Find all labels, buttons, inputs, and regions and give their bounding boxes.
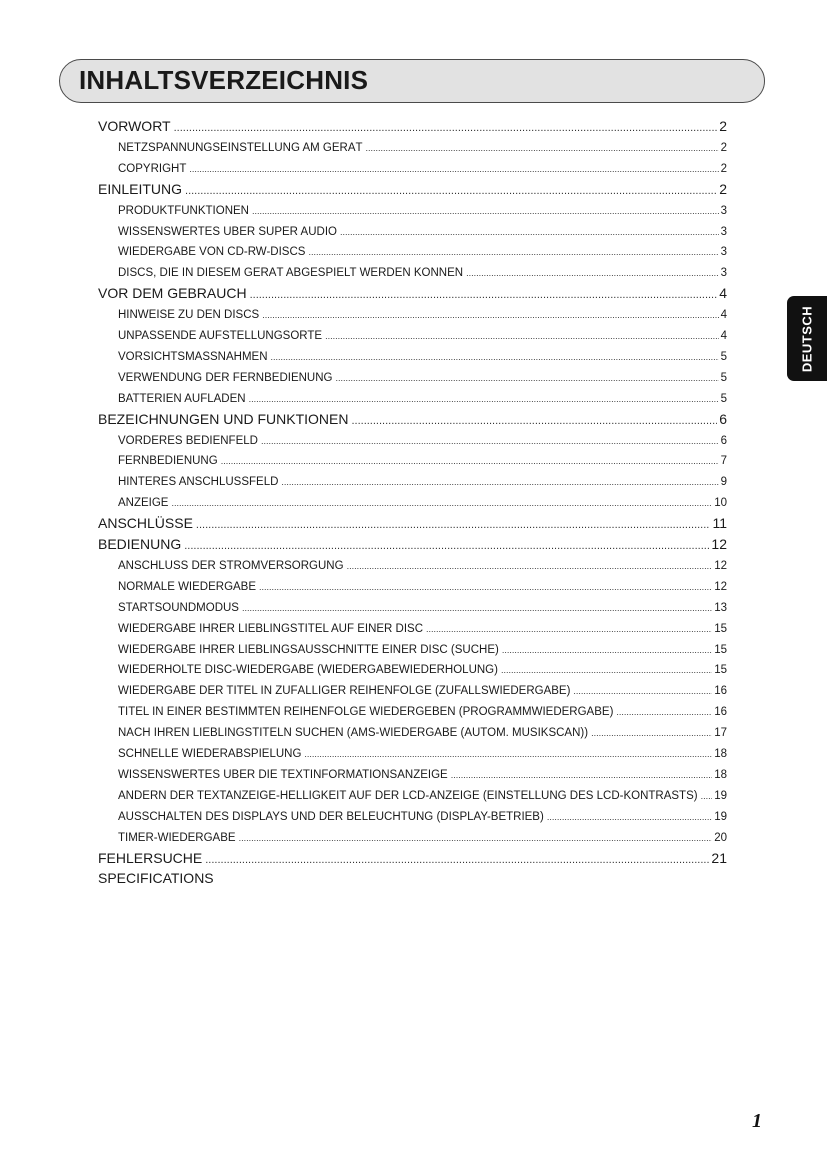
toc-dot-leader bbox=[242, 603, 712, 613]
toc-entry-page: 4 bbox=[720, 330, 727, 342]
toc-section-entry bbox=[118, 142, 727, 154]
toc-entry-title: VERWENDUNG DER FERNBEDIENUNG bbox=[118, 371, 333, 384]
toc-entry-title: FERNBEDIENUNG bbox=[118, 455, 218, 468]
toc-section-entry bbox=[118, 664, 727, 676]
toc-entry-page: 5 bbox=[720, 350, 727, 363]
toc-entry-title: VORDERES BEDIENFELD bbox=[118, 434, 258, 447]
toc-chapter-entry bbox=[98, 285, 727, 301]
toc-section-entry bbox=[118, 393, 727, 405]
page-number: 1 bbox=[752, 1110, 762, 1132]
toc-section-entry bbox=[118, 476, 727, 488]
language-tab bbox=[787, 296, 827, 381]
toc-entry-page: 2 bbox=[720, 162, 727, 175]
toc-dot-leader bbox=[184, 540, 709, 552]
toc-entry-title: AUSSCHALTEN DES DISPLAYS UND DER BELEUCHTUNG (DISPLAY-BETRIEB) bbox=[118, 810, 544, 823]
toc-entry-title: WIEDERHOLTE DISC-WIEDERGABE (WIEDERGABEWIEDERHOLUNG) bbox=[118, 664, 498, 677]
toc-entry-page: 12 bbox=[711, 536, 727, 552]
toc-entry-title: NORMALE WIEDERGABE bbox=[118, 580, 257, 593]
toc-entry-title: HINWEISE ZU DEN DISCS bbox=[118, 309, 260, 322]
toc-section-entry bbox=[118, 769, 727, 781]
toc-entry-page: 21 bbox=[711, 849, 727, 866]
toc-entry-title: BATTERIEN AUFLADEN bbox=[118, 392, 246, 405]
toc-dot-leader bbox=[171, 498, 712, 508]
toc-entry-title: COPYRIGHT bbox=[118, 162, 187, 175]
toc-chapter-entry bbox=[98, 536, 727, 552]
toc-dot-leader bbox=[466, 268, 719, 278]
toc-section-entry bbox=[118, 309, 727, 321]
toc-dot-leader bbox=[573, 686, 712, 696]
toc-entry-page: 20 bbox=[714, 831, 727, 844]
toc-dot-leader bbox=[239, 833, 713, 843]
toc-entry-page: 2 bbox=[720, 141, 727, 154]
toc-entry-title: DISCS, DIE IN DIESEM GERÄT ABGESPIELT WERDEN KÖNNEN bbox=[118, 267, 464, 280]
toc-dot-leader bbox=[616, 707, 712, 717]
toc-section-entry bbox=[118, 435, 727, 447]
toc-dot-leader bbox=[451, 770, 712, 780]
toc-dot-leader bbox=[366, 143, 719, 153]
toc-dot-leader bbox=[426, 624, 712, 634]
toc-section-entry bbox=[118, 163, 727, 175]
toc-dot-leader bbox=[259, 582, 712, 592]
toc-chapter-entry bbox=[98, 870, 727, 886]
toc-dot-leader bbox=[249, 394, 719, 404]
toc-dot-leader bbox=[252, 206, 719, 216]
toc-section-entry bbox=[118, 497, 727, 509]
toc-entry-title: VORSICHTSMASSNAHMEN bbox=[118, 350, 268, 363]
toc-dot-leader bbox=[325, 331, 719, 341]
toc-entry-title: WIEDERGABE IHRER LIEBLINGSAUSSCHNITTE EINER DISC (SUCHE) bbox=[118, 643, 499, 656]
toc-section-entry bbox=[118, 560, 727, 572]
toc-dot-leader bbox=[196, 519, 711, 531]
toc-dot-leader bbox=[281, 477, 718, 487]
toc-entry-page: 13 bbox=[714, 601, 727, 614]
toc-entry-page: 3 bbox=[720, 225, 727, 238]
toc-dot-leader bbox=[591, 728, 712, 738]
toc-dot-leader bbox=[185, 185, 717, 197]
toc-dot-leader bbox=[501, 665, 712, 675]
language-tab-label: DEUTSCH bbox=[799, 305, 815, 372]
toc-entry-title: VORWORT bbox=[98, 118, 171, 134]
toc-entry-title: WIEDERGABE DER TITEL IN ZUFÄLLIGER REIHENFOLGE (ZUFALLSWIEDERGABE) bbox=[118, 685, 571, 698]
toc-entry-title: UNPASSENDE AUFSTELLUNGSORTE bbox=[118, 330, 323, 342]
page-title: INHALTSVERZEICHNIS bbox=[79, 65, 369, 95]
toc-section-entry bbox=[118, 267, 727, 279]
toc-dot-leader bbox=[347, 561, 713, 571]
toc-entry-page: 18 bbox=[714, 768, 727, 781]
toc-section-entry bbox=[118, 644, 727, 656]
toc-section-entry bbox=[118, 372, 727, 384]
toc-entry-page: 12 bbox=[714, 559, 727, 572]
toc-dot-leader bbox=[271, 352, 719, 362]
toc-section-entry bbox=[118, 727, 727, 739]
toc-entry-title: ANZEIGE bbox=[118, 497, 169, 510]
toc-section-entry bbox=[118, 832, 727, 844]
toc-section-entry bbox=[118, 330, 727, 342]
toc-entry-title: WIEDERGABE VON CD-RW-DISCS bbox=[118, 246, 306, 259]
toc-dot-leader bbox=[261, 436, 719, 446]
toc-section-entry bbox=[118, 455, 727, 467]
toc-entry-title: WIEDERGABE IHRER LIEBLINGSTITEL AUF EINER DISC bbox=[118, 622, 424, 635]
toc-dot-leader bbox=[335, 373, 718, 383]
toc-entry-page: 5 bbox=[720, 392, 727, 405]
toc-entry-page: 3 bbox=[720, 267, 727, 280]
toc-dot-leader bbox=[221, 456, 719, 466]
toc-section-entry bbox=[118, 205, 727, 217]
toc-dot-leader bbox=[250, 289, 718, 301]
toc-section-entry bbox=[118, 706, 727, 718]
toc-entry-page: 10 bbox=[714, 497, 727, 510]
toc-entry-page: 11 bbox=[712, 515, 727, 532]
toc-section-entry bbox=[118, 246, 727, 258]
toc-entry-title: EINLEITUNG bbox=[98, 180, 183, 197]
toc-entry-title: BEDIENUNG bbox=[98, 536, 182, 552]
toc-dot-leader bbox=[502, 645, 712, 655]
toc-dot-leader bbox=[701, 791, 713, 801]
toc-dot-leader bbox=[547, 812, 712, 822]
toc-section-entry bbox=[118, 685, 727, 697]
toc-section-entry bbox=[118, 581, 727, 593]
toc-entry-title: NACH IHREN LIEBLINGSTITELN SUCHEN (AMS-WIEDERGABE (AUTOM. MUSIKSCAN)) bbox=[118, 727, 589, 740]
toc-entry-title: NETZSPANNUNGSEINSTELLUNG AM GERÄT bbox=[118, 141, 363, 154]
toc-entry-page: 4 bbox=[720, 309, 727, 322]
toc-entry-page: 2 bbox=[719, 118, 727, 134]
toc-dot-leader bbox=[304, 749, 712, 759]
toc-entry-title: TITEL IN EINER BESTIMMTEN REIHENFOLGE WIEDERGEBEN (PROGRAMMWIEDERGABE) bbox=[118, 706, 614, 719]
toc-dot-leader bbox=[205, 854, 709, 866]
toc-section-entry bbox=[118, 226, 727, 238]
toc-entry-page: 3 bbox=[720, 204, 727, 217]
toc-entry-page: 12 bbox=[714, 580, 727, 593]
toc-entry-page: 4 bbox=[719, 285, 727, 302]
toc-entry-title: HINTERES ANSCHLUSSFELD bbox=[118, 476, 279, 489]
toc-section-entry bbox=[118, 351, 727, 363]
toc-section-entry bbox=[118, 811, 727, 823]
toc-entry-page: 19 bbox=[714, 810, 727, 823]
toc-entry-page: 15 bbox=[714, 664, 727, 677]
toc-section-entry bbox=[118, 748, 727, 760]
toc-section-entry bbox=[118, 623, 727, 635]
toc-dot-leader bbox=[351, 415, 717, 427]
toc-entry-page: 15 bbox=[714, 643, 727, 656]
toc-entry-page: 19 bbox=[714, 789, 727, 802]
toc-entry-title: PRODUKTFUNKTIONEN bbox=[118, 204, 249, 217]
title-bar bbox=[59, 59, 765, 103]
toc-chapter-entry bbox=[98, 850, 727, 866]
toc-dot-leader bbox=[189, 164, 718, 174]
toc-entry-page: 3 bbox=[720, 246, 727, 259]
toc-entry-page: 15 bbox=[714, 622, 727, 635]
toc-chapter-entry bbox=[98, 411, 727, 427]
toc-entry-title: WISSENSWERTES ÜBER DIE TEXTINFORMATIONSANZEIGE bbox=[118, 768, 448, 781]
toc-entry-title: TIMER-WIEDERGABE bbox=[118, 831, 236, 844]
toc-entry-title: SCHNELLE WIEDERABSPIELUNG bbox=[118, 748, 302, 760]
toc-entry-title: ÄNDERN DER TEXTANZEIGE-HELLIGKEIT AUF DER LCD-ANZEIGE (EINSTELLUNG DES LCD-KONTRASTS) bbox=[118, 789, 698, 802]
toc-entry-page: 9 bbox=[720, 476, 727, 489]
toc-dot-leader bbox=[262, 310, 718, 320]
toc-entry-title: SPECIFICATIONS bbox=[98, 870, 214, 887]
toc-dot-leader bbox=[340, 227, 719, 237]
toc-entry-title: ANSCHLUSS DER STROMVERSORGUNG bbox=[118, 559, 344, 572]
toc-dot-leader bbox=[308, 247, 718, 257]
toc-chapter-entry bbox=[98, 515, 727, 531]
toc-entry-title: FEHLERSUCHE bbox=[98, 849, 203, 866]
toc-chapter-entry bbox=[98, 118, 727, 134]
toc-dot-leader bbox=[174, 122, 718, 134]
toc-entry-page: 6 bbox=[719, 410, 727, 427]
toc-entry-page: 5 bbox=[720, 371, 727, 384]
toc-section-entry bbox=[118, 790, 727, 802]
toc-entry-title: BEZEICHNUNGEN UND FUNKTIONEN bbox=[98, 410, 349, 427]
toc-entry-page: 16 bbox=[714, 685, 727, 698]
toc-entry-title: STARTSOUNDMODUS bbox=[118, 601, 239, 614]
toc-entry-page: 7 bbox=[720, 455, 727, 468]
toc-entry-page: 2 bbox=[719, 180, 727, 197]
toc-chapter-entry bbox=[98, 181, 727, 197]
toc-entry-page: 6 bbox=[720, 434, 727, 447]
toc-section-entry bbox=[118, 602, 727, 614]
toc-entry-title: ANSCHLÜSSE bbox=[98, 515, 193, 532]
toc-entry-page: 17 bbox=[714, 727, 727, 740]
toc-entry-page: 16 bbox=[714, 706, 727, 719]
toc-entry-title: VOR DEM GEBRAUCH bbox=[98, 285, 247, 302]
toc-entry-page: 18 bbox=[714, 748, 727, 760]
toc-entry-title: WISSENSWERTES ÜBER SUPER AUDIO bbox=[118, 225, 337, 238]
